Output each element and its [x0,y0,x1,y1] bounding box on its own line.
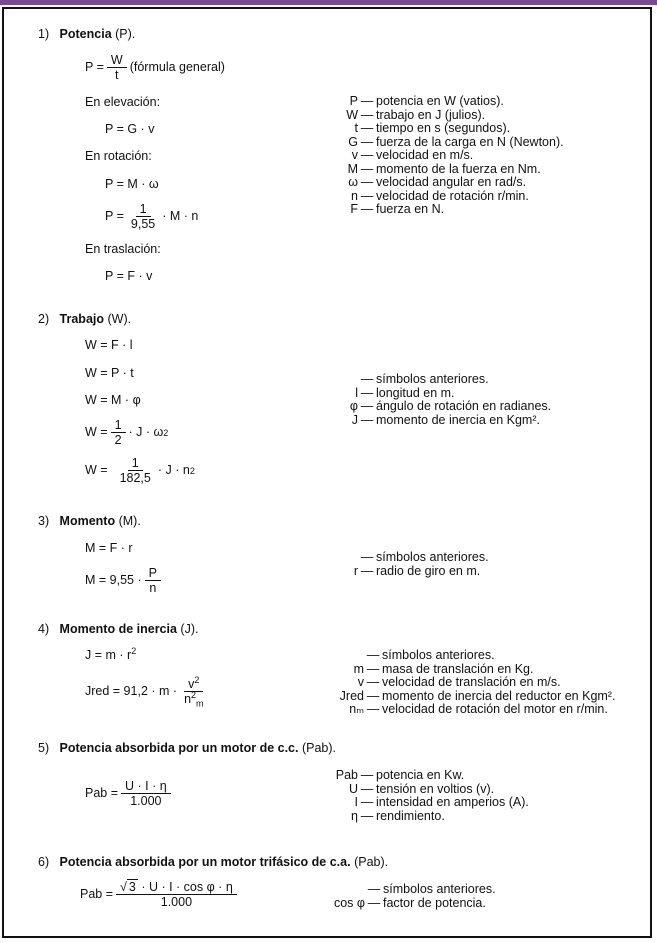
legend-dash: — [360,107,374,122]
formula-w-4: W = $\frac{1}{2}$ · J · ω 2 [85,418,169,447]
legend-row [328,649,615,663]
legend-description: radio de giro en m. [376,563,481,578]
legend-dash: — [360,399,374,413]
formula-note: (fórmula general) [129,60,225,74]
legend-dash: — [360,795,374,809]
formula-lhs: M = 9,55 · [85,573,142,587]
formula-rotacion-1: P = M · ω [105,177,159,191]
formula-lhs: W = [85,463,108,477]
legend-row [328,400,551,414]
formula-m-2 [85,566,164,595]
section-number: 3) [38,514,50,528]
legend-row [328,163,564,177]
legend-row [323,897,496,911]
section-5-heading [38,741,336,756]
fraction-denominator: t [115,68,119,82]
fraction [116,456,155,485]
legend-description: fuerza de la carga en N (Newton). [376,134,564,149]
formula-text: J = m · r [85,648,132,662]
formula-rhs: · J · ω [128,425,164,439]
formula-pab-ca [80,880,240,909]
formula-rhs: · M · n [162,209,199,223]
fraction-numerator: P [145,566,161,581]
legend-section-1 [328,95,564,217]
legend-description: símbolos anteriores. [376,550,489,564]
section-number: 4) [38,622,50,636]
legend-dash: — [360,563,374,578]
legend-row [328,551,489,565]
legend-dash: — [360,412,374,427]
legend-row [328,783,529,797]
fraction [145,566,161,595]
legend-row [328,769,529,783]
section-3-heading [38,514,141,529]
section-title: Potencia absorbida por un motor trifásico de c.a. [59,855,351,869]
legend-row [328,95,564,109]
legend-dash: — [360,781,374,796]
legend-row [328,663,615,677]
legend-dash: — [360,121,374,135]
legend-description: símbolos anteriores. [376,372,489,386]
legend-dash: — [366,702,380,716]
legend-description: velocidad de translación en m/s. [382,675,561,689]
legend-description: velocidad en m/s. [376,148,474,162]
legend-dash: — [360,808,374,823]
section-1-heading [38,27,135,42]
exponent: 2 [191,689,197,700]
legend-dash: — [367,882,381,896]
formula-elevacion: P = G · v [105,122,155,136]
legend-row [328,565,489,579]
legend-description: velocidad angular en rad/s. [376,175,527,189]
legend-symbol [323,883,365,897]
legend-description: tiempo en s (segundos). [376,121,511,135]
section-title: Potencia [59,27,112,41]
fraction-denominator: 2 [114,433,122,447]
legend-description: símbolos anteriores. [382,648,495,662]
numerator-text: · U · I · cos φ · η [141,880,233,894]
fraction [111,418,126,447]
formula-w-5: W = $\frac{1}{182,5}$ · J · n 2 [85,456,195,485]
legend-dash: — [360,550,374,564]
legend-symbol: v [357,675,364,689]
legend-dash: — [367,895,381,910]
legend-row [328,690,615,704]
legend-symbol: I [354,795,358,809]
formula-p-general [85,53,225,82]
section-title: Potencia absorbida por un motor de c.c. [59,741,299,755]
legend-description: tensión en voltios (v). [376,781,495,796]
fraction-denominator: 182,5 [119,471,151,485]
section-2-heading [38,312,131,327]
section-title: Momento [59,514,116,528]
subheading-elevacion: En elevación: [85,95,161,109]
formula-lhs: P = [85,60,104,74]
legend-symbol: F [350,202,358,216]
legend-section-3 [328,551,489,578]
legend-row [328,414,551,428]
section-symbol: (J). [180,622,199,636]
legend-description: momento de inercia del reductor en Kgm². [382,688,616,703]
legend-section-2 [328,373,551,427]
formula-m-1: M = F · r [85,541,133,555]
legend-row [328,122,564,136]
fraction-denominator: 1.000 [160,895,193,909]
legend-dash: — [366,648,380,662]
legend-description: factor de potencia. [383,895,486,910]
section-symbol: (Pab). [301,741,337,755]
subscript: m [196,698,204,709]
exponent: 2 [194,674,200,685]
legend-dash: — [360,372,374,386]
fraction-numerator: W [107,53,127,68]
formula-rhs: · J · n [157,463,190,477]
legend-row [328,796,529,810]
exponent: 2 [131,645,137,656]
legend-symbol: n [351,188,358,203]
legend-symbol [328,649,364,663]
legend-description: fuerza en N. [376,202,445,216]
legend-description: longitud en m. [376,385,455,400]
legend-dash: — [360,94,374,108]
legend-description: velocidad de rotación r/min. [376,188,529,203]
legend-symbol: Pab [335,768,358,782]
legend-description: intensidad en amperios (A). [376,795,529,809]
sqrt-radicand: 3 [128,880,136,894]
legend-symbol: nₘ [349,702,364,716]
legend-description: símbolos anteriores. [383,882,496,896]
legend-symbol: W [346,107,358,122]
formula-pab-cc [85,779,174,808]
fraction-numerator: 1 [128,456,143,471]
fraction-denominator: n [149,581,157,595]
legend-row [328,149,564,163]
legend-symbol: η [351,808,358,823]
legend-description: potencia en Kw. [376,768,465,782]
legend-symbol: v [351,148,358,162]
fraction [116,880,237,909]
legend-section-6 [323,883,496,910]
section-symbol: (M). [118,514,141,528]
section-4-heading [38,622,198,637]
formula-w-1: W = F · l [85,338,133,352]
legend-symbol: t [354,121,358,135]
legend-section-4 [328,649,615,717]
fraction-denominator [180,689,207,709]
legend-dash: — [360,161,374,176]
fraction [180,674,207,709]
legend-symbol: P [349,94,358,108]
formula-rotacion-2 [105,202,198,231]
legend-symbol: r [353,563,358,578]
legend-symbol: U [348,781,358,796]
fraction-numerator: U · I · η [121,779,171,794]
fraction [107,53,127,82]
legend-symbol: φ [349,399,358,413]
formula-lhs: Pab = [80,887,114,901]
legend-row [328,387,551,401]
fraction-denominator: 9,55 [130,217,156,231]
legend-dash: — [360,175,374,189]
legend-row [328,676,615,690]
legend-dash: — [360,148,374,162]
legend-symbol: J [351,412,358,427]
legend-symbol: m [353,661,364,676]
section-symbol: (Pab). [354,855,389,869]
legend-symbol: M [347,161,358,176]
legend-row [328,373,551,387]
formula-lhs: P = [105,209,124,223]
legend-row [328,136,564,150]
legend-symbol: l [355,385,358,400]
section-number: 5) [38,741,50,755]
formula-traslacion: P = F · v [105,269,153,283]
legend-symbol: Jred [339,688,364,703]
formula-j-2 [85,674,211,709]
numerator-text: v [188,677,195,691]
sqrt-symbol: √ [120,880,127,894]
legend-symbol [328,373,358,387]
fraction [127,202,159,231]
legend-section-5 [328,769,529,823]
legend-symbol: ω [348,175,358,189]
legend-row [328,203,564,217]
denominator-text: n [184,692,192,706]
formula-lhs: W = [85,425,108,439]
legend-dash: — [360,768,374,782]
formula-w-3: W = M · φ [85,393,141,407]
section-number: 2) [38,312,50,326]
legend-dash: — [366,661,380,676]
fraction [121,779,171,808]
section-title: Trabajo [59,312,105,326]
legend-description: masa de translación en Kg. [382,661,534,676]
subheading-rotacion: En rotación: [85,149,152,163]
section-symbol: (P). [115,27,136,41]
section-6-heading [38,855,388,870]
legend-description: trabajo en J (julios). [376,107,486,122]
fraction-numerator: 1 [111,418,126,433]
legend-row [328,109,564,123]
formula-lhs: Pab = [85,786,119,800]
legend-row [328,810,529,824]
legend-description: velocidad de rotación del motor en r/min. [382,702,608,716]
legend-symbol [328,551,358,565]
legend-symbol: G [348,134,358,149]
legend-row [328,703,615,717]
legend-dash: — [360,202,374,216]
legend-row [328,190,564,204]
legend-dash: — [360,134,374,149]
section-title: Momento de inercia [59,622,177,636]
fraction-denominator: 1.000 [130,794,162,808]
fraction-numerator: 1 [136,202,151,217]
section-number: 6) [38,855,50,869]
legend-dash: — [366,688,380,703]
legend-description: rendimiento. [376,808,445,823]
section-number: 1) [38,27,50,41]
formula-j-1 [85,645,137,663]
legend-row [328,176,564,190]
formula-w-2: W = P · t [85,366,134,380]
section-symbol: (W). [107,312,132,326]
legend-description: ángulo de rotación en radianes. [376,399,552,413]
legend-description: momento de la fuerza en Nm. [376,161,541,176]
legend-dash: — [360,385,374,400]
legend-dash: — [366,675,380,689]
legend-description: potencia en W (vatios). [376,94,504,108]
subheading-traslacion: En traslación: [85,242,161,256]
legend-symbol: cos φ [333,895,365,910]
formula-lhs: Jred = 91,2 · m · [85,684,178,698]
legend-description: momento de inercia en Kgm². [376,412,540,427]
top-color-bar [0,0,657,5]
fraction-numerator [116,880,237,895]
legend-dash: — [360,188,374,203]
legend-row [323,883,496,897]
